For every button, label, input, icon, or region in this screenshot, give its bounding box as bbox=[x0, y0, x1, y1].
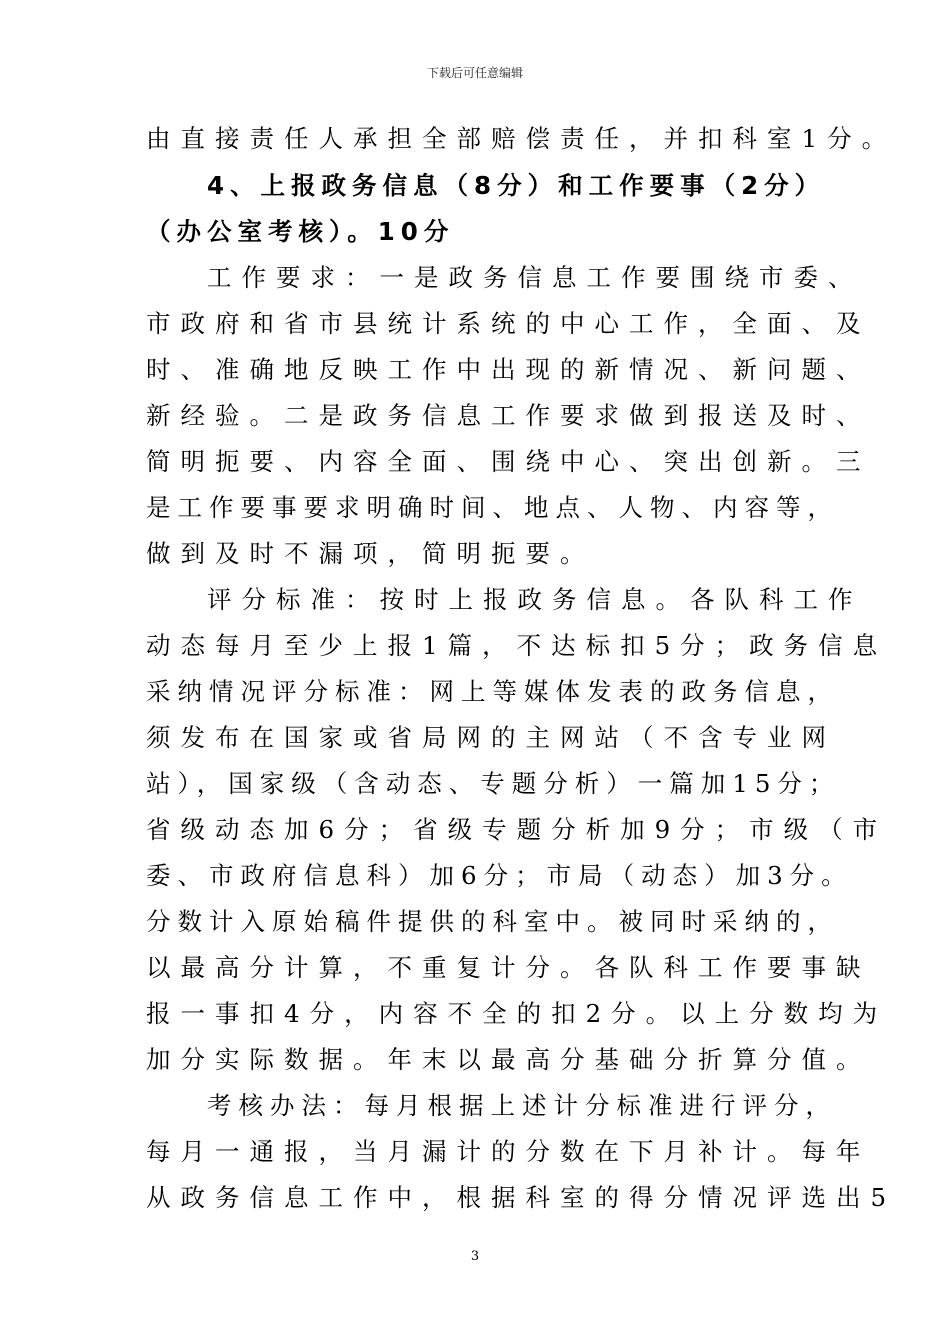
section-heading-line: （办公室考核）。10分 bbox=[146, 217, 455, 246]
page-number: 3 bbox=[470, 1249, 480, 1264]
paragraph-line: 以最高分计算，不重复计分。各队科工作要事缺 bbox=[146, 953, 871, 982]
paragraph-line: 市政府和省市县统计系统的中心工作，全面、及 bbox=[146, 309, 871, 338]
paragraph-line: 时、准确地反映工作中出现的新情况、新问题、 bbox=[146, 355, 871, 384]
section-heading-line: 4、上报政务信息（8分）和工作要事（2分） bbox=[207, 171, 826, 200]
paragraph-line: 站），国家级（含动态、专题分析）一篇加15分； bbox=[146, 769, 841, 798]
paragraph-line: 省级动态加6分；省级专题分析加9分；市级（市 bbox=[146, 815, 888, 844]
paragraph-line: 动态每月至少上报1篇，不达标扣5分；政务信息 bbox=[146, 631, 888, 660]
paragraph-line: 简明扼要、内容全面、围绕中心、突出创新。三 bbox=[146, 447, 871, 476]
paragraph-line: 分数计入原始稿件提供的科室中。被同时采纳的， bbox=[146, 907, 839, 936]
paragraph-line: 是工作要事要求明确时间、地点、人物、内容等， bbox=[146, 493, 839, 522]
paragraph-line: 加分实际数据。年末以最高分基础分折算分值。 bbox=[146, 1045, 871, 1074]
paragraph-line: 委、市政府信息科）加6分；市局（动态）加3分。 bbox=[146, 861, 853, 890]
paragraph-line: 做到及时不漏项，简明扼要。 bbox=[146, 539, 595, 568]
paragraph-line: 每月一通报，当月漏计的分数在下月补计。每年 bbox=[146, 1137, 871, 1166]
paragraph-line: 考核办法：每月根据上述计分标准进行评分， bbox=[207, 1091, 837, 1120]
paragraph-line: 新经验。二是政务信息工作要求做到报送及时、 bbox=[146, 401, 871, 430]
paragraph-line: 须发布在国家或省局网的主网站（不含专业网 bbox=[146, 723, 836, 752]
paragraph-line: 采纳情况评分标准：网上等媒体发表的政务信息， bbox=[146, 677, 839, 706]
paragraph-line: 由直接责任人承担全部赔偿责任，并扣科室1分。 bbox=[146, 124, 897, 153]
paragraph-line: 从政务信息工作中，根据科室的得分情况评选出5 bbox=[146, 1183, 897, 1212]
paragraph-line: 评分标准：按时上报政务信息。各队科工作 bbox=[207, 585, 863, 614]
paragraph-line: 报一事扣4分，内容不全的扣2分。以上分数均为 bbox=[146, 999, 888, 1028]
page-header: 下载后可任意编辑 bbox=[426, 66, 523, 80]
paragraph-line: 工作要求：一是政务信息工作要围绕市委、 bbox=[207, 263, 863, 292]
